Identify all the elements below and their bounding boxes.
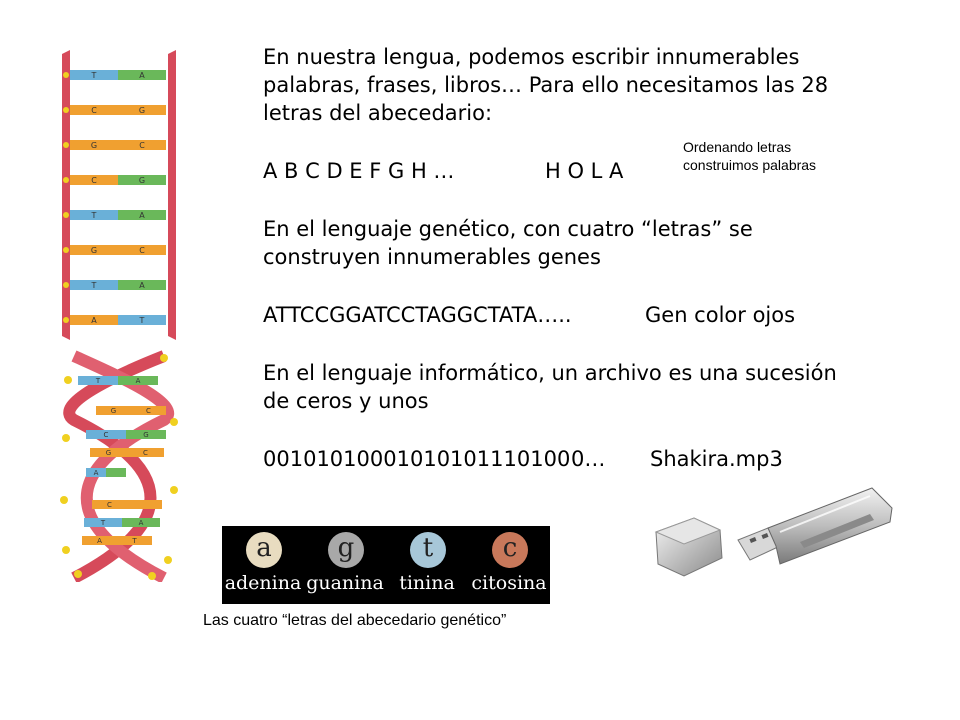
helix-base-label: T — [95, 377, 101, 385]
helix-base-label: C — [103, 431, 109, 439]
ladder-node — [63, 282, 69, 288]
alphabet-sequence: A B C D E F G H … — [263, 159, 455, 183]
info-line-1: En el lenguaje informático, un archivo es una sucesión — [263, 361, 837, 385]
helix-base-label: C — [107, 501, 112, 509]
base-name: guanina — [306, 572, 384, 594]
genetic-line-2: construyen innumerables genes — [263, 245, 601, 269]
usb-drive-illustration — [650, 480, 895, 590]
helix-rung-segment — [127, 500, 162, 509]
intro-line-1: En nuestra lengua, podemos escribir innumerables — [263, 45, 800, 69]
base-guanina — [304, 526, 386, 604]
ladder-base-label: A — [91, 316, 97, 325]
helix-base-label: A — [97, 537, 102, 545]
base-citosina — [468, 526, 550, 604]
ladder-base-label: G — [90, 246, 98, 255]
ladder-base-label: C — [91, 106, 97, 115]
ladder-base-label: G — [138, 176, 146, 185]
nucleotide-bases-panel — [222, 526, 550, 604]
base-letter: t — [410, 532, 446, 568]
base-letter: c — [492, 532, 528, 568]
ladder-base-label: T — [91, 71, 97, 80]
ladder-base-label: C — [91, 176, 97, 185]
note-line-2: construimos palabras — [683, 157, 817, 173]
base-name: tinina — [399, 572, 455, 594]
genetic-line-1: En el lenguaje genético, con cuatro “letras” se — [263, 217, 753, 241]
helix-base-label: C — [143, 449, 148, 457]
helix-base-label: G — [105, 449, 112, 457]
base-tinina — [386, 526, 468, 604]
ladder-node — [63, 107, 69, 113]
binary-label: Shakira.mp3 — [650, 447, 783, 471]
ladder-node — [63, 177, 69, 183]
ladder-base-label: C — [139, 246, 145, 255]
info-line-2: de ceros y unos — [263, 389, 429, 413]
dna-helix-illustration — [56, 350, 184, 582]
helix-base-label: A — [138, 519, 144, 527]
helix-base-label: A — [135, 377, 141, 385]
binary-sequence: 00101010001010101110100 0… — [263, 447, 606, 471]
dna-ladder-illustration — [56, 44, 184, 344]
base-name: citosina — [471, 572, 547, 594]
ladder-base-label: T — [91, 281, 97, 290]
base-letter: g — [328, 532, 364, 568]
helix-base-label: A — [93, 469, 99, 477]
helix-base-label: T — [100, 519, 106, 527]
ladder-node — [63, 72, 69, 78]
ladder-base-label: T — [139, 316, 145, 325]
helix-base-label: C — [146, 407, 151, 415]
base-letter: a — [246, 532, 282, 568]
ladder-node — [63, 317, 69, 323]
intro-line-3: letras del abecedario: — [263, 101, 493, 125]
helix-rung-segment — [106, 468, 126, 477]
intro-line-2: palabras, frases, libros… Para ello necesitamos las 28 — [263, 73, 829, 97]
ladder-base-label: G — [138, 106, 146, 115]
dna-sequence: ATTCCGGATCCTAGGCTATA….. — [263, 303, 572, 327]
ladder-base-label: A — [139, 71, 145, 80]
hola-word: H O L A — [545, 159, 624, 183]
helix-base-label: G — [110, 407, 117, 415]
bases-caption: Las cuatro “letras del abecedario genético” — [203, 612, 507, 629]
ladder-base-label: T — [91, 211, 97, 220]
base-name: adenina — [224, 572, 302, 594]
base-adenina — [222, 526, 304, 604]
ladder-base-label: A — [139, 281, 145, 290]
ladder-base-label: A — [139, 211, 145, 220]
gene-label: Gen color ojos — [645, 303, 796, 327]
ladder-base-label: G — [90, 141, 98, 150]
helix-base-label: T — [132, 537, 137, 545]
ladder-base-label: C — [139, 141, 145, 150]
helix-base-label: G — [143, 431, 149, 439]
note-line-1: Ordenando letras — [683, 139, 792, 155]
ladder-node — [63, 142, 69, 148]
ladder-node — [63, 212, 69, 218]
ladder-node — [63, 247, 69, 253]
